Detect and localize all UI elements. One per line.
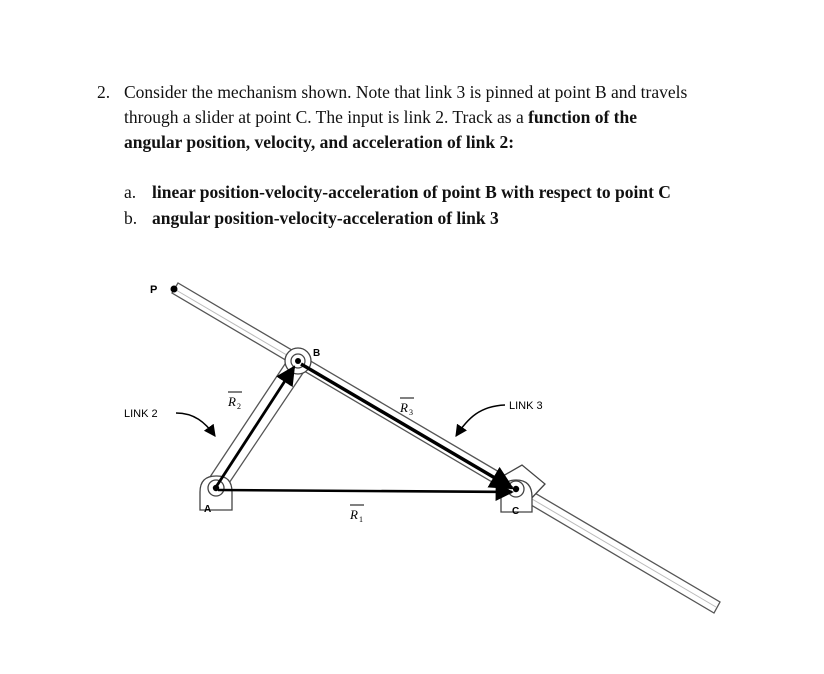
vector-r1-arrow [218,490,512,492]
vector-r2-letter: R [228,394,236,409]
vector-r2-subscript: 2 [237,402,241,411]
point-p-pin [171,286,178,293]
label-link-2: LINK 2 [124,408,158,420]
label-point-p: P [150,284,158,296]
vector-r3-subscript: 3 [409,408,413,417]
label-vector-r3 [399,398,414,417]
vector-r2-arrow [216,367,294,487]
sub-question-a-text: linear position-velocity-acceleration of point B with respect to point C [152,182,671,202]
vector-r1-letter: R [350,507,358,522]
label-link-3: LINK 3 [509,400,543,412]
label-vector-r2 [227,392,242,411]
vector-r1-subscript: 1 [359,515,363,524]
statement-line-2-plain: through a slider at point C. The input is link 2. Track as a [124,107,529,127]
vector-r3-letter: R [400,400,408,415]
vector-r3-arrow [301,364,512,488]
label-vector-r1 [349,505,364,524]
statement-line-3: angular position, velocity, and acceleration of link 2: [124,132,515,152]
sub-question-b-label: b. [124,208,138,228]
link-3-pointer-arrow [456,405,505,436]
label-point-a: A [204,504,212,515]
pin-b-joint [285,348,311,374]
sub-question-b-text: angular position-velocity-acceleration of link 3 [152,208,499,228]
label-point-c: C [512,506,520,517]
sub-question-a-label: a. [124,182,137,202]
link-2-pointer-arrow [176,413,215,436]
problem-number: 2. [97,82,111,102]
statement-line-2-bold: function of the [528,107,637,127]
statement-line-1: Consider the mechanism shown. Note that link 3 is pinned at point B and travels [124,82,688,102]
label-point-b: B [313,348,321,359]
